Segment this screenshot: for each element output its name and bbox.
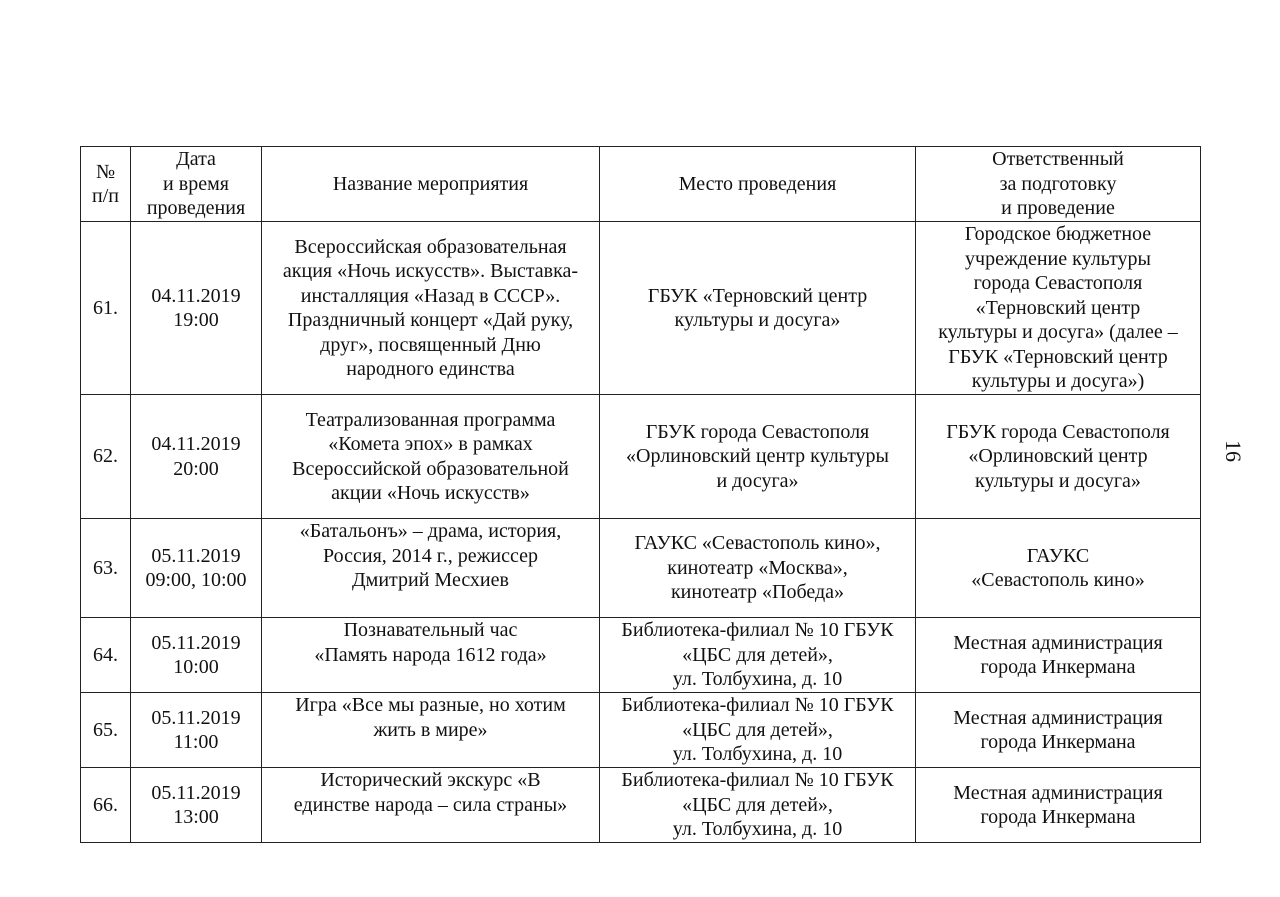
row-date: 05.11.2019 13:00 xyxy=(131,768,262,843)
row-number: 61. xyxy=(81,222,131,395)
row-date: 05.11.2019 10:00 xyxy=(131,618,262,693)
row-event-name: Всероссийская образовательная акция «Ночь искусств». Выставка- инсталляция «Назад в СССР». Праздничный концерт «Дай руку, друг», посвященный Дню народного единства xyxy=(262,222,600,395)
row-number: 62. xyxy=(81,395,131,519)
table-header-row xyxy=(81,147,1201,222)
row-date: 05.11.2019 11:00 xyxy=(131,693,262,768)
row-event-name: Игра «Все мы разные, но хотим жить в мире» xyxy=(262,693,600,768)
header-place: Место проведения xyxy=(600,147,916,222)
row-number: 66. xyxy=(81,768,131,843)
header-event-name: Название мероприятия xyxy=(262,147,600,222)
row-place: ГАУКС «Севастополь кино», кинотеатр «Москва», кинотеатр «Победа» xyxy=(600,519,916,618)
header-date: Дата и время проведения xyxy=(131,147,262,222)
table-row xyxy=(81,222,1201,395)
row-number: 63. xyxy=(81,519,131,618)
row-responsible: Местная администрация города Инкермана xyxy=(916,693,1201,768)
header-number: № п/п xyxy=(81,147,131,222)
row-place: Библиотека-филиал № 10 ГБУК «ЦБС для детей», ул. Толбухина, д. 10 xyxy=(600,768,916,843)
row-event-name: Исторический экскурс «В единстве народа – сила страны» xyxy=(262,768,600,843)
row-date: 04.11.2019 19:00 xyxy=(131,222,262,395)
row-responsible: Местная администрация города Инкермана xyxy=(916,618,1201,693)
row-place: ГБУК города Севастополя «Орлиновский центр культуры и досуга» xyxy=(600,395,916,519)
row-event-name: Театрализованная программа «Комета эпох» в рамках Всероссийской образовательной акции «Ночь искусств» xyxy=(262,395,600,519)
row-responsible: ГБУК города Севастополя «Орлиновский центр культуры и досуга» xyxy=(916,395,1201,519)
row-responsible: Местная администрация города Инкермана xyxy=(916,768,1201,843)
row-event-name: «Батальонъ» – драма, история, Россия, 2014 г., режиссер Дмитрий Месхиев xyxy=(262,519,600,618)
page-number: 16 xyxy=(1221,440,1246,462)
row-date: 04.11.2019 20:00 xyxy=(131,395,262,519)
table-row xyxy=(81,693,1201,768)
events-table xyxy=(80,146,1201,843)
row-event-name: Познавательный час «Память народа 1612 года» xyxy=(262,618,600,693)
row-place: ГБУК «Терновский центр культуры и досуга» xyxy=(600,222,916,395)
row-responsible: ГАУКС «Севастополь кино» xyxy=(916,519,1201,618)
table-row xyxy=(81,618,1201,693)
row-date: 05.11.2019 09:00, 10:00 xyxy=(131,519,262,618)
row-place: Библиотека-филиал № 10 ГБУК «ЦБС для детей», ул. Толбухина, д. 10 xyxy=(600,618,916,693)
table-row xyxy=(81,519,1201,618)
header-responsible: Ответственный за подготовку и проведение xyxy=(916,147,1201,222)
table-row xyxy=(81,768,1201,843)
table-row xyxy=(81,395,1201,519)
row-number: 65. xyxy=(81,693,131,768)
row-responsible: Городское бюджетное учреждение культуры города Севастополя «Терновский центр культуры и досуга» (далее – ГБУК «Терновский центр культуры и досуга») xyxy=(916,222,1201,395)
row-place: Библиотека-филиал № 10 ГБУК «ЦБС для детей», ул. Толбухина, д. 10 xyxy=(600,693,916,768)
row-number: 64. xyxy=(81,618,131,693)
